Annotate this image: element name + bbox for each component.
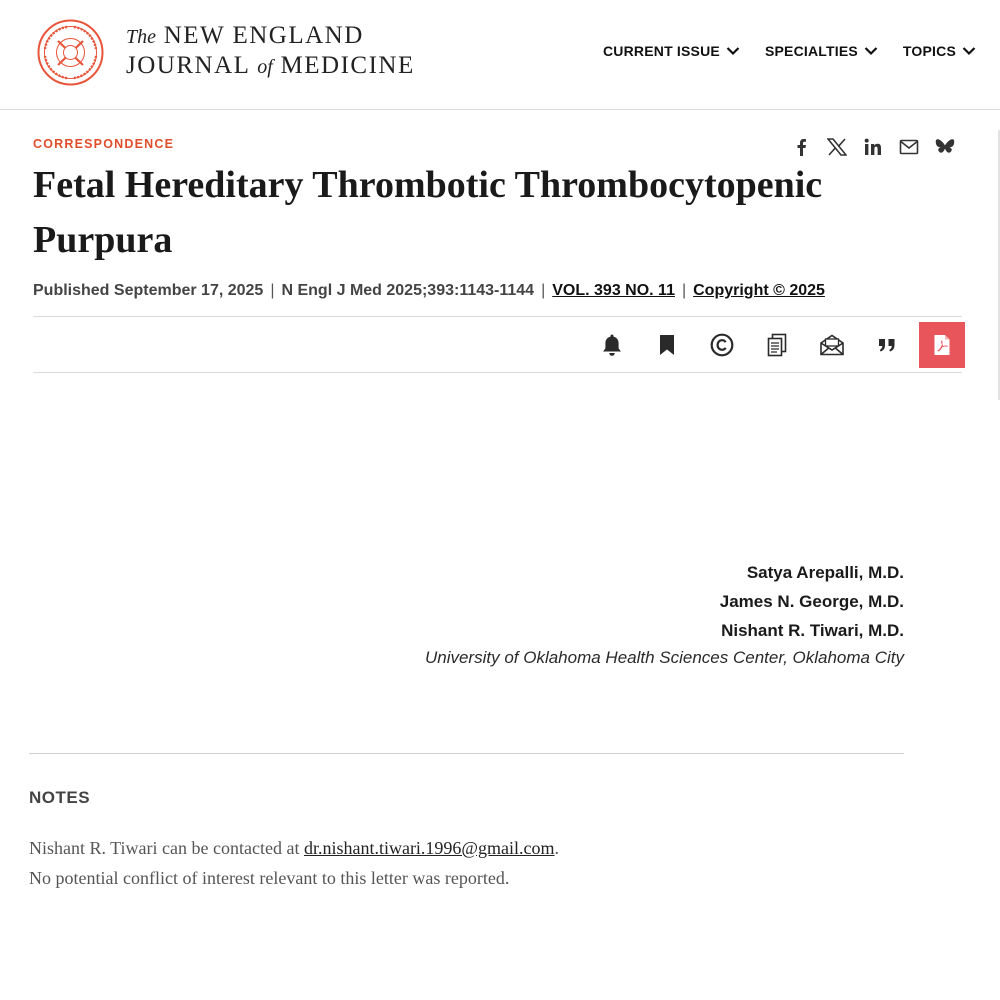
alert-button[interactable] [584,322,639,368]
alert-bell-icon [601,333,623,357]
nav-topics[interactable] [903,43,976,59]
article-type-label[interactable]: CORRESPONDENCE [33,137,175,151]
logo-line-2 [126,51,415,82]
nejm-seal-icon[interactable] [37,19,104,86]
volume-issue-link[interactable]: VOL. 393 NO. 11 [552,282,675,299]
nav-current-issue-label: CURRENT ISSUE [603,43,720,59]
permissions-button[interactable] [694,322,749,368]
published-date: Published September 17, 2025 [33,282,264,299]
email-article-icon [819,334,845,356]
site-header [0,0,1000,110]
main-nav [603,43,976,59]
pdf-download-button[interactable] [919,322,965,368]
divider [33,372,962,373]
reprints-button[interactable] [749,322,804,368]
divider [29,753,904,754]
bookmark-icon [658,334,676,356]
logo-line-1 [126,22,415,51]
facebook-icon[interactable] [790,136,812,158]
nav-topics-label: TOPICS [902,43,956,59]
pdf-icon [933,334,951,356]
permissions-icon [710,333,734,357]
email-article-button[interactable] [804,322,859,368]
author-name[interactable]: Satya Arepalli, M.D. [746,563,904,582]
journal-logo[interactable] [126,22,415,82]
notes-heading: NOTES [29,788,91,807]
article-meta [33,282,825,300]
notes-body [29,833,559,893]
article-tools [584,322,965,368]
chevron-down-icon [726,46,740,56]
logo-journal: JOURNAL [126,52,250,79]
nav-specialties[interactable] [765,43,878,59]
contact-line [29,833,559,863]
x-icon[interactable] [826,136,848,158]
meta-separator: | [681,282,687,299]
logo-the: The [126,26,156,48]
citation: N Engl J Med 2025;393:1143-1144 [281,282,535,299]
meta-separator: | [270,282,275,299]
email-icon[interactable] [898,136,920,158]
save-button[interactable] [639,322,694,368]
share-bar [790,136,956,158]
contact-prefix: Nishant R. Tiwari can be contacted at [29,838,300,858]
logo-of: of [257,56,273,78]
nav-current-issue[interactable] [603,43,740,59]
article-title: Fetal Hereditary Thrombotic Thrombocytopenic Purpura [33,164,823,261]
contact-suffix: . [554,838,559,858]
nav-specialties-label: SPECIALTIES [764,43,858,59]
contact-email-link[interactable]: dr.nishant.tiwari.1996@gmail.com [303,838,555,858]
divider [33,316,962,317]
reprints-icon [766,333,788,357]
chevron-down-icon [864,46,878,56]
logo-medicine: MEDICINE [280,52,415,79]
conflict-statement: No potential conflict of interest relevant to this letter was reported. [29,868,510,888]
author-name[interactable]: James N. George, M.D. [719,592,904,611]
chevron-down-icon [962,46,976,56]
cite-button[interactable] [859,322,914,368]
copyright-link[interactable]: Copyright © 2025 [693,282,825,299]
author-name[interactable]: Nishant R. Tiwari, M.D. [721,621,904,640]
logo-new-england: NEW ENGLAND [163,22,364,49]
author-block [425,558,904,670]
meta-separator: | [541,282,546,299]
bluesky-icon[interactable] [934,136,956,158]
linkedin-icon[interactable] [862,136,884,158]
cite-icon [877,337,897,353]
author-affiliation: University of Oklahoma Health Sciences Center, Oklahoma City [424,648,904,667]
